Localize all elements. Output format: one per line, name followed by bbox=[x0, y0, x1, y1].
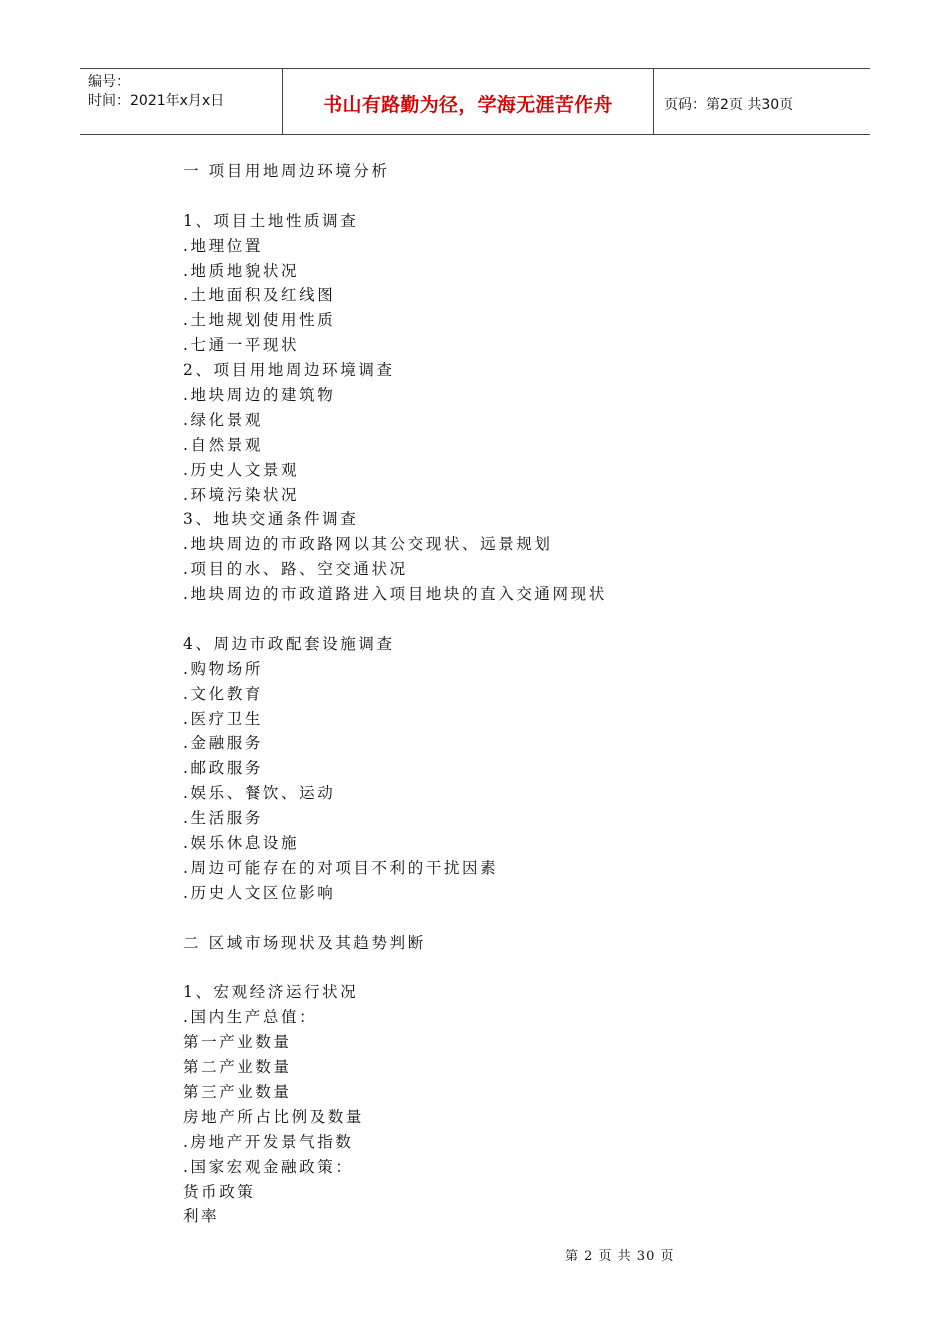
body-line: .娱乐、餐饮、运动 bbox=[183, 784, 336, 803]
body-line: .七通一平现状 bbox=[183, 336, 300, 355]
body-line: .文化教育 bbox=[183, 684, 263, 703]
blank-line bbox=[183, 956, 883, 981]
body-line: 4、周边市政配套设施调查 bbox=[183, 634, 395, 653]
document-body bbox=[183, 159, 883, 1229]
body-line: .历史人文区位影响 bbox=[183, 883, 336, 902]
body-line: .国内生产总值： bbox=[183, 1008, 318, 1027]
header-page-info-cell bbox=[654, 69, 870, 134]
body-line: 第一产业数量 bbox=[183, 1033, 292, 1052]
page-header bbox=[80, 68, 870, 135]
body-line: .生活服务 bbox=[183, 809, 263, 828]
body-line: 第三产业数量 bbox=[183, 1082, 292, 1101]
header-page-info: 页码：第2页 共30页 bbox=[664, 96, 794, 113]
body-line: 2、项目用地周边环境调查 bbox=[183, 361, 395, 380]
body-line: .绿化景观 bbox=[183, 410, 263, 429]
body-line: 1、宏观经济运行状况 bbox=[183, 983, 359, 1002]
body-line: .邮政服务 bbox=[183, 759, 263, 778]
body-line: 利率 bbox=[183, 1207, 220, 1226]
body-line: 一 项目用地周边环境分析 bbox=[183, 162, 390, 180]
body-line: .环境污染状况 bbox=[183, 485, 300, 504]
body-line: 货币政策 bbox=[183, 1182, 256, 1201]
body-line: .自然景观 bbox=[183, 435, 263, 454]
body-line: .地块周边的市政路网以其公交现状、远景规划 bbox=[183, 535, 553, 554]
header-meta bbox=[80, 69, 282, 134]
body-line: .项目的水、路、空交通状况 bbox=[183, 560, 408, 579]
body-line: 第二产业数量 bbox=[183, 1058, 292, 1077]
body-line: .地理位置 bbox=[183, 236, 263, 255]
body-line: .土地规划使用性质 bbox=[183, 311, 336, 330]
body-line: 1、项目土地性质调查 bbox=[183, 211, 359, 230]
body-line: .医疗卫生 bbox=[183, 709, 263, 728]
body-line: .地块周边的市政道路进入项目地块的直入交通网现状 bbox=[183, 585, 607, 604]
blank-line bbox=[183, 906, 883, 931]
document-number-label: 编号： bbox=[88, 74, 130, 90]
body-line: 房地产所占比例及数量 bbox=[183, 1107, 365, 1126]
header-motto: 书山有路勤为径，学海无涯苦作舟 bbox=[323, 94, 613, 116]
header-motto-cell bbox=[282, 69, 654, 134]
body-line: 二 区域市场现状及其趋势判断 bbox=[183, 933, 426, 952]
body-line: .金融服务 bbox=[183, 734, 263, 753]
body-line: .历史人文景观 bbox=[183, 460, 300, 479]
footer-page-number: 第 2 页 共 30 页 bbox=[565, 1249, 675, 1264]
body-line: .周边可能存在的对项目不利的干扰因素 bbox=[183, 858, 499, 877]
blank-line bbox=[183, 184, 883, 209]
body-line: .购物场所 bbox=[183, 659, 263, 678]
body-line: .地质地貌状况 bbox=[183, 261, 300, 280]
body-line: .地块周边的建筑物 bbox=[183, 386, 336, 405]
blank-line bbox=[183, 607, 883, 632]
body-line: .土地面积及红线图 bbox=[183, 286, 336, 305]
body-line: .娱乐休息设施 bbox=[183, 834, 300, 853]
body-line: 3、地块交通条件调查 bbox=[183, 510, 359, 529]
document-time-label: 时间：2021年x月x日 bbox=[88, 93, 225, 109]
body-line: .国家宏观金融政策： bbox=[183, 1157, 354, 1176]
body-line: .房地产开发景气指数 bbox=[183, 1132, 354, 1151]
